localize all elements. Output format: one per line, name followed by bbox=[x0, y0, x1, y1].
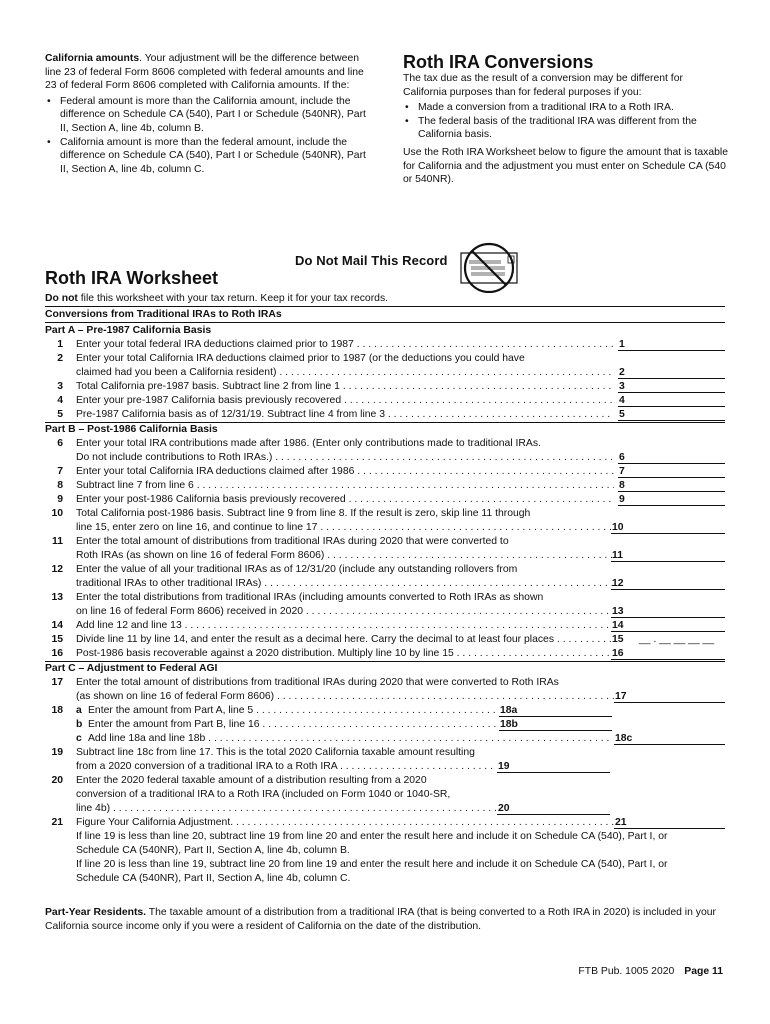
part-c-heading bbox=[45, 662, 727, 676]
line-entry[interactable]: 11 bbox=[611, 549, 725, 562]
line-21-para1 bbox=[45, 830, 727, 844]
line-18b-entry[interactable]: 18b bbox=[499, 718, 612, 731]
california-amounts-section bbox=[45, 52, 375, 176]
worksheet-title: Roth IRA Worksheet bbox=[45, 268, 219, 288]
worksheet-line bbox=[45, 647, 727, 661]
line-18a bbox=[45, 704, 727, 718]
sub-label: a bbox=[76, 705, 82, 716]
worksheet-line bbox=[45, 633, 727, 647]
roth-conversions-intro: The tax due as the result of a conversion may be different for California purposes than for federal purposes if you: bbox=[403, 73, 683, 98]
line-text: Do not include contributions to Roth IRAs.) . . . bbox=[76, 451, 614, 465]
california-amounts-intro bbox=[45, 52, 375, 93]
line-21-text: Figure Your California Adjustment. . . . bbox=[76, 816, 614, 830]
sub-label: c bbox=[76, 733, 82, 744]
worksheet-line bbox=[45, 521, 727, 535]
worksheet-note-bold: Do not bbox=[45, 293, 78, 304]
line-entry[interactable]: 8 bbox=[618, 479, 725, 492]
line-number: 7 bbox=[57, 466, 63, 477]
sub-label: b bbox=[76, 719, 83, 730]
line-18c bbox=[45, 732, 727, 746]
part-b-lines bbox=[45, 437, 727, 661]
part-year-text: The taxable amount of a distribution from a traditional IRA (that is being converted to a Roth IRA in 2020) is included in your California source income only if you were a resident of California on the date of the distribution. bbox=[45, 907, 716, 932]
line-20-text-cont2: line 4b) . . . bbox=[76, 802, 496, 816]
california-amounts-text: . Your adjustment will be the difference between line 23 of federal Form 8606 completed with federal amounts and line 23 of federal Form 8606 completed with California amounts. If the: bbox=[45, 53, 364, 92]
line-text: Pre-1987 California basis as of 12/31/19. Subtract line 4 from line 3 . . . bbox=[76, 408, 614, 422]
line-19 bbox=[45, 746, 727, 760]
line-21-para2-cont bbox=[45, 872, 727, 886]
bullet-california-more: • California amount is more than the federal amount, include the difference on Schedule CA (540), Part I or Schedule (540NR), Part II, Section A, line 4b, column C. bbox=[45, 136, 375, 177]
worksheet-line bbox=[45, 493, 727, 507]
line-number: 5 bbox=[57, 409, 63, 420]
line-20-cont2 bbox=[45, 802, 727, 816]
roth-conversions-bullets bbox=[403, 101, 728, 142]
line-text: Enter your total IRA contributions made after 1986. (Enter only contributions made to traditional IRAs. bbox=[76, 438, 541, 449]
line-21-instruction: Schedule CA (540NR), Part II, Section A, line 4b, column B. bbox=[76, 845, 350, 856]
line-number: 18 bbox=[51, 705, 63, 716]
line-text: Add line 12 and line 13 . . . bbox=[76, 619, 614, 633]
worksheet-line bbox=[45, 352, 727, 366]
divider bbox=[45, 322, 725, 323]
line-17-text: Enter the total amount of distributions from traditional IRAs during 2020 that were converted to Roth IRAs bbox=[76, 677, 559, 688]
line-number: 17 bbox=[51, 677, 63, 688]
worksheet-line bbox=[45, 437, 727, 451]
divider bbox=[45, 306, 725, 307]
line-text: line 15, enter zero on line 16, and continue to line 17 . . . bbox=[76, 521, 614, 535]
line-number: 16 bbox=[51, 648, 63, 659]
line-20-text: Enter the 2020 federal taxable amount of a distribution resulting from a 2020 bbox=[76, 775, 427, 786]
bullet-federal-basis: • The federal basis of the traditional IRA was different from the California basis. bbox=[403, 115, 728, 142]
line-21-instruction: If line 19 is less than line 20, subtract line 19 from line 20 and enter the result here and include it on Schedule CA (540), Part I, or bbox=[76, 831, 668, 842]
part-a-heading bbox=[45, 324, 727, 338]
part-b-heading bbox=[45, 423, 727, 437]
line-20-entry[interactable]: 20 bbox=[497, 802, 610, 815]
worksheet-line bbox=[45, 380, 727, 394]
line-19-text-cont: from a 2020 conversion of a traditional IRA to a Roth IRA . . . bbox=[76, 760, 496, 774]
roth-conversions-use-text: Use the Roth IRA Worksheet below to figure the amount that is taxable for California and the adjustment you must enter on Schedule CA (540 or 540NR). bbox=[403, 146, 728, 186]
bullet-made-conversion: • Made a conversion from a traditional IRA to a Roth IRA. bbox=[403, 101, 728, 115]
line-text: Roth IRAs (as shown on line 16 of federal Form 8606) . . . bbox=[76, 549, 614, 563]
line-entry[interactable]: 10 bbox=[611, 521, 725, 534]
line-18b-text: Enter the amount from Part B, line 16 . . . bbox=[88, 718, 498, 732]
line-number: 6 bbox=[57, 438, 63, 449]
publication-id: FTB Pub. 1005 2020 bbox=[578, 966, 675, 977]
part-a-label: Part A bbox=[45, 325, 75, 336]
worksheet-line bbox=[45, 465, 727, 479]
line-21-para2 bbox=[45, 858, 727, 872]
line-19-text: Subtract line 18c from line 17. This is the total 2020 California taxable amount resulting bbox=[76, 747, 475, 758]
line-text: Post-1986 basis recoverable against a 2020 distribution. Multiply line 10 by line 15 . . . bbox=[76, 647, 614, 661]
line-entry[interactable]: 5 bbox=[618, 408, 725, 421]
line-21-para1-cont bbox=[45, 844, 727, 858]
line-text: on line 16 of federal Form 8606) received in 2020 . . . bbox=[76, 605, 614, 619]
worksheet-note bbox=[45, 293, 388, 304]
line-20-text-cont: conversion of a traditional IRA to a Roth IRA (included on Form 1040 or 1040-SR, bbox=[76, 789, 451, 800]
worksheet-line bbox=[45, 577, 727, 591]
line-text: Divide line 11 by line 14, and enter the result as a decimal here. Carry the decimal to at least four places . . . bbox=[76, 633, 614, 647]
line-20-cont bbox=[45, 788, 727, 802]
line-21-entry[interactable]: 21 bbox=[614, 816, 725, 829]
line-number: 13 bbox=[51, 592, 63, 603]
line-number: 12 bbox=[51, 564, 63, 575]
worksheet-line bbox=[45, 451, 727, 465]
line-text: Subtract line 7 from line 6 . . . bbox=[76, 479, 614, 493]
worksheet-line bbox=[45, 479, 727, 493]
line-17-entry[interactable]: 17 bbox=[614, 690, 725, 703]
part-a-title: – Pre-1987 California Basis bbox=[74, 325, 212, 336]
line-text: Total California pre-1987 basis. Subtract line 2 from line 1 . . . bbox=[76, 380, 614, 394]
line-18a-text: Enter the amount from Part A, line 5 . . . bbox=[88, 704, 498, 718]
line-number: 15 bbox=[51, 634, 63, 645]
line-text: Enter the value of all your traditional IRAs as of 12/31/20 (include any outstanding rollovers from bbox=[76, 564, 518, 575]
line-17 bbox=[45, 676, 727, 690]
line-entry[interactable]: 12 bbox=[611, 577, 725, 590]
line-text: Enter the total amount of distributions from traditional IRAs during 2020 that were converted to bbox=[76, 536, 509, 547]
line-number: 14 bbox=[51, 620, 63, 631]
line-text: Enter your total federal IRA deductions claimed prior to 1987 . . . bbox=[76, 338, 614, 352]
part-year-residents bbox=[45, 906, 735, 934]
worksheet-line bbox=[45, 605, 727, 619]
line-number: 19 bbox=[51, 747, 63, 758]
bullet-federal-more: • Federal amount is more than the California amount, include the difference on Schedule CA (540), Part I or Schedule (540NR), Part II, Section A, line 4b, column B. bbox=[45, 95, 375, 136]
line-number: 3 bbox=[57, 381, 63, 392]
part-b-label: Part B bbox=[45, 424, 76, 435]
line-entry[interactable]: 2 bbox=[618, 366, 725, 379]
worksheet-line bbox=[45, 338, 727, 352]
line-entry[interactable]: 16 bbox=[611, 647, 725, 660]
worksheet-line bbox=[45, 535, 727, 549]
line-entry[interactable]: 1 bbox=[618, 338, 725, 351]
line-21-instruction: If line 20 is less than line 19, subtract line 20 from line 19 and enter the result here and include it on Schedule CA (540), Part I, or bbox=[76, 859, 668, 870]
line-text: traditional IRAs to other traditional IRAs) . . . bbox=[76, 577, 614, 591]
line-17-text-cont: (as shown on line 16 of federal Form 8606) . . . bbox=[76, 690, 614, 704]
part-a-lines bbox=[45, 338, 727, 422]
worksheet-note-text: file this worksheet with your tax return. Keep it for your tax records. bbox=[77, 293, 389, 304]
line-number: 2 bbox=[57, 353, 63, 364]
line-18c-entry[interactable]: 18c bbox=[614, 732, 725, 745]
line-entry[interactable]: 13 bbox=[611, 605, 725, 618]
california-amounts-label: California amounts bbox=[45, 53, 140, 64]
line-entry[interactable]: 6 bbox=[618, 451, 725, 464]
part-c-title: – Adjustment to Federal AGI bbox=[75, 663, 218, 674]
line-19-entry[interactable]: 19 bbox=[497, 760, 610, 773]
worksheet-line bbox=[45, 394, 727, 408]
worksheet-subhead: Conversions from Traditional IRAs to Roth IRAs bbox=[45, 309, 282, 320]
divider bbox=[45, 661, 725, 662]
line-text: Enter your total California IRA deductions claimed prior to 1987 (or the deductions you could have bbox=[76, 353, 525, 364]
line-text: claimed had you been a California resident) . . . bbox=[76, 366, 614, 380]
page-footer bbox=[578, 966, 723, 977]
worksheet-line bbox=[45, 408, 727, 422]
roth-conversions-title: Roth IRA Conversions bbox=[403, 52, 594, 72]
line-number: 1 bbox=[57, 339, 63, 350]
line-number: 20 bbox=[51, 775, 63, 786]
line-text: Total California post-1986 basis. Subtract line 9 from line 8. If the result is zero, skip line 11 through bbox=[76, 508, 531, 519]
no-mail-icon bbox=[453, 241, 525, 293]
worksheet-lines bbox=[45, 324, 727, 886]
worksheet-line bbox=[45, 591, 727, 605]
decimal-entry[interactable]: __ . __ __ __ __ bbox=[639, 634, 715, 645]
line-number: 10 bbox=[51, 508, 63, 519]
line-number: 4 bbox=[57, 395, 63, 406]
line-18c-text: Add line 18a and line 18b . . . bbox=[88, 732, 611, 746]
roth-ira-conversions-section bbox=[403, 52, 728, 187]
line-19-cont bbox=[45, 760, 727, 774]
line-20 bbox=[45, 774, 727, 788]
line-number: 21 bbox=[51, 817, 63, 828]
line-number: 9 bbox=[57, 494, 63, 505]
line-18a-entry[interactable]: 18a bbox=[499, 704, 612, 717]
line-21-instruction: Schedule CA (540NR), Part II, Section A, line 4b, column C. bbox=[76, 873, 351, 884]
california-amounts-bullets bbox=[45, 95, 375, 177]
worksheet-line bbox=[45, 619, 727, 633]
line-17-cont bbox=[45, 690, 727, 704]
line-text: Enter the total distributions from traditional IRAs (including amounts converted to Roth IRAs as shown bbox=[76, 592, 544, 603]
line-entry[interactable]: 7 bbox=[618, 465, 725, 478]
part-c-label: Part C bbox=[45, 663, 76, 674]
line-text: Enter your pre-1987 California basis previously recovered . . . bbox=[76, 394, 614, 408]
line-21 bbox=[45, 816, 727, 830]
line-number: 8 bbox=[57, 480, 63, 491]
worksheet-line bbox=[45, 507, 727, 521]
line-text: Enter your total California IRA deductions claimed after 1986 . . . bbox=[76, 465, 614, 479]
worksheet-line bbox=[45, 366, 727, 380]
line-entry[interactable]: 15 bbox=[612, 634, 624, 645]
divider bbox=[45, 422, 725, 423]
decimal-wrap bbox=[635, 633, 714, 647]
line-entry[interactable]: 9 bbox=[618, 493, 725, 506]
part-b-title: – Post-1986 California Basis bbox=[75, 424, 218, 435]
line-18b bbox=[45, 718, 727, 732]
line-entry[interactable]: 3 bbox=[618, 380, 725, 393]
worksheet-line bbox=[45, 549, 727, 563]
line-text: Enter your post-1986 California basis previously recovered . . . bbox=[76, 493, 614, 507]
page-number: Page 11 bbox=[684, 966, 723, 977]
line-number: 11 bbox=[52, 536, 63, 547]
worksheet-line bbox=[45, 563, 727, 577]
line-entry[interactable]: 14 bbox=[611, 619, 725, 632]
part-year-label: Part-Year Residents. bbox=[45, 907, 147, 918]
line-entry[interactable]: 4 bbox=[618, 394, 725, 407]
do-not-mail-label: Do Not Mail This Record bbox=[295, 253, 448, 268]
